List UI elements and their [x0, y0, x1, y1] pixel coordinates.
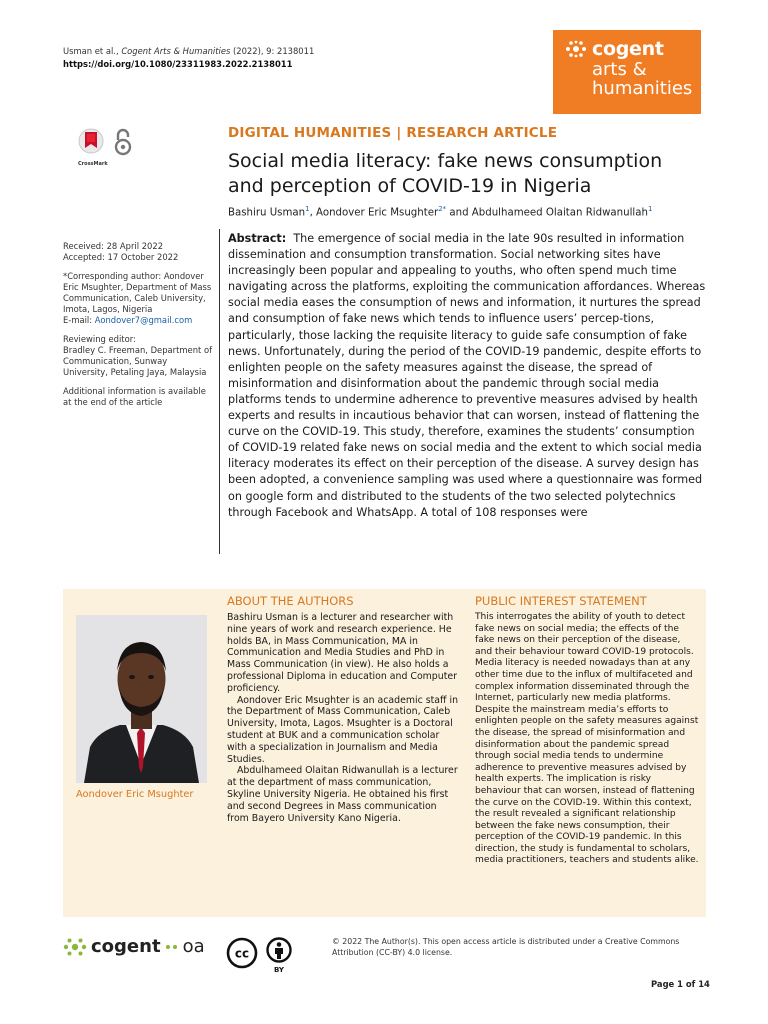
cogent-oa-logo[interactable] — [63, 936, 205, 957]
brand-line-2: humanities — [592, 78, 693, 99]
abstract-rule — [219, 229, 220, 554]
article-sidebar — [63, 241, 213, 416]
cogent-sparkle-icon — [63, 937, 87, 957]
affiliation-ref[interactable]: 1 — [305, 205, 310, 213]
author-bio-3: Abdulhameed Olaitan Ridwanullah is a lecturer at the department of mass communication, Skyline University Nigeria. He obtained his first and second Degrees in Mass communication from Bayero University Kano Nigeria. — [227, 765, 458, 824]
public-interest-text: This interrogates the ability of youth to detect fake news on social media; the effects of the fake news on their perception of the disease, and their behaviour toward COVID-19 protocols. Media literacy is needed nowadays than at any other time due to the influx of multifaceted and complex information disseminated through the Internet, particularly new media platforms. Despite the mainstream media’s efforts to enlighten people on the safety measures against the disease, the spread of misinformation and disinformation about the pandemic spread through social media tends to undermine adherence to preventive measures advised by health experts. The implication is risky behaviour that can worsen, instead of flattening the curve on the COVID-19. Within this context, the result revealed a significant relationship between the fake news consumption, their perception of the COVID-19 pandemic. In this direction, the study is fundamental to scholars, media practitioners, teachers and students alike. — [475, 612, 699, 866]
email-link[interactable]: Aondover7@gmail.com — [94, 315, 193, 325]
article-title: Social media literacy: fake news consumption and perception of COVID-19 in Nigeria — [228, 150, 663, 197]
author-1: Bashiru Usman — [228, 207, 306, 219]
public-interest-heading: PUBLIC INTEREST STATEMENT — [475, 594, 647, 608]
author-portrait-image — [76, 615, 207, 783]
journal-brand-box[interactable] — [553, 30, 701, 114]
author-bio-1: Bashiru Usman is a lecturer and researcher with nine years of work and research experience. He holds BA, in Mass Communication, MA in Communication and Media Studies and PhD in Mass Communication (in view). He also holds a professional Diploma in education and Computer proficiency. — [227, 612, 458, 694]
brand-line-1: arts & — [592, 59, 647, 80]
abstract-label: Abstract: — [228, 232, 287, 245]
page-number: Page 1 of 14 — [651, 979, 710, 989]
received-date: Received: 28 April 2022 — [63, 241, 164, 251]
doi-link[interactable]: https://doi.org/10.1080/23311983.2022.2138011 — [63, 58, 293, 69]
citation-block — [63, 45, 314, 70]
author-2: , Aondover Eric Msughter — [309, 207, 439, 219]
abstract-text: The emergence of social media in the late 90s resulted in information dissemination and consumption transformation. Social networking sites have increasingly been popular and appealing to youths, who often spend much time navigating across the platforms, exploiting the communication affordances. Whereas social media eases the consumption of news and information, it nurtures the spread and consumption of fake news which tends to influence users’ percep-tions, particularly, those lacking the requisite literacy to guide safe consumption of fake news. Unfortunately, during the period of the COVID-19 pandemic, despite efforts to enlighten people on the safety measures against the disease, the spread of misinformation and disinformation about the pandemic through social media platforms tends to undermine adherence to preventive measures advised by health experts and results in incautious behavior that can worsen, instead of flattening the curve on the COVID-19. This study, therefore, examines the students’ consumption of COVID-19 related fake news on social media and the extent to which social media literacy moderates its effect on their perception of the disease. A survey design has been adopted, a convenience sampling was used where a questionnaire was formed on google form and distributed to the students of the two selected polytechnics through Facebook and WhatsApp. A total of 108 responses were — [228, 232, 706, 519]
citation-line: Usman et al., Cogent Arts & Humanities (2022), 9: 2138011 — [63, 46, 315, 56]
brand-row — [565, 38, 701, 60]
author-bio-2: Aondover Eric Msughter is an academic staff in the Department of Mass Communication, Caleb University, Imota, Lagos. Msughter is a Doctoral student at BUK and a communication scholar with a specialization in Journalism and Media Studies. — [227, 694, 459, 765]
accepted-date: Accepted: 17 October 2022 — [63, 252, 179, 262]
about-authors-text — [227, 612, 461, 824]
brand-name: cogent — [592, 38, 664, 60]
creative-commons-badges[interactable] — [226, 937, 294, 973]
journal-name: Cogent Arts & Humanities — [121, 46, 231, 56]
cc-label: cc — [234, 946, 250, 961]
section-label: DIGITAL HUMANITIES | RESEARCH ARTICLE — [228, 125, 558, 141]
author-photo — [76, 615, 207, 783]
cogent-sparkle-icon — [565, 40, 587, 58]
footer-logo-word: cogent — [91, 936, 161, 957]
author-3: and Abdulhameed Olaitan Ridwanullah — [446, 207, 648, 219]
abstract — [228, 231, 706, 521]
about-authors-heading: ABOUT THE AUTHORS — [227, 594, 354, 608]
affiliation-ref[interactable]: 2* — [438, 205, 447, 213]
crossmark-label: CrossMark — [78, 161, 108, 167]
by-label: BY — [273, 966, 285, 973]
author-list — [228, 205, 652, 218]
license-text: © 2022 The Author(s). This open access article is distributed under a Creative Commons Attribution (CC-BY) 4.0 license. — [332, 937, 680, 957]
badges — [78, 128, 132, 167]
attribution-by-icon — [264, 937, 294, 973]
reviewing-editor: Reviewing editor: Bradley C. Freeman, Department of Communication, Sunway University, Petaling Jaya, Malaysia — [63, 334, 213, 377]
corresponding-author: *Corresponding author: Aondover Eric Msughter, Department of Mass Communication, Caleb University, Imota, Lagos, Nigeria E-mail: Aondover7@gmail.com — [63, 271, 212, 325]
footer-logo-suffix: oa — [182, 936, 205, 957]
affiliation-ref[interactable]: 1 — [647, 205, 653, 213]
crossmark-icon — [78, 128, 104, 156]
photo-caption: Aondover Eric Msughter — [76, 789, 194, 800]
additional-info: Additional information is available at the end of the article — [63, 386, 206, 407]
dots-separator-icon — [165, 944, 179, 950]
about-authors-box — [63, 589, 706, 917]
crossmark-badge[interactable] — [78, 128, 108, 167]
creative-commons-icon — [226, 937, 258, 969]
dates — [63, 241, 213, 263]
open-access-lock-icon — [114, 128, 132, 156]
